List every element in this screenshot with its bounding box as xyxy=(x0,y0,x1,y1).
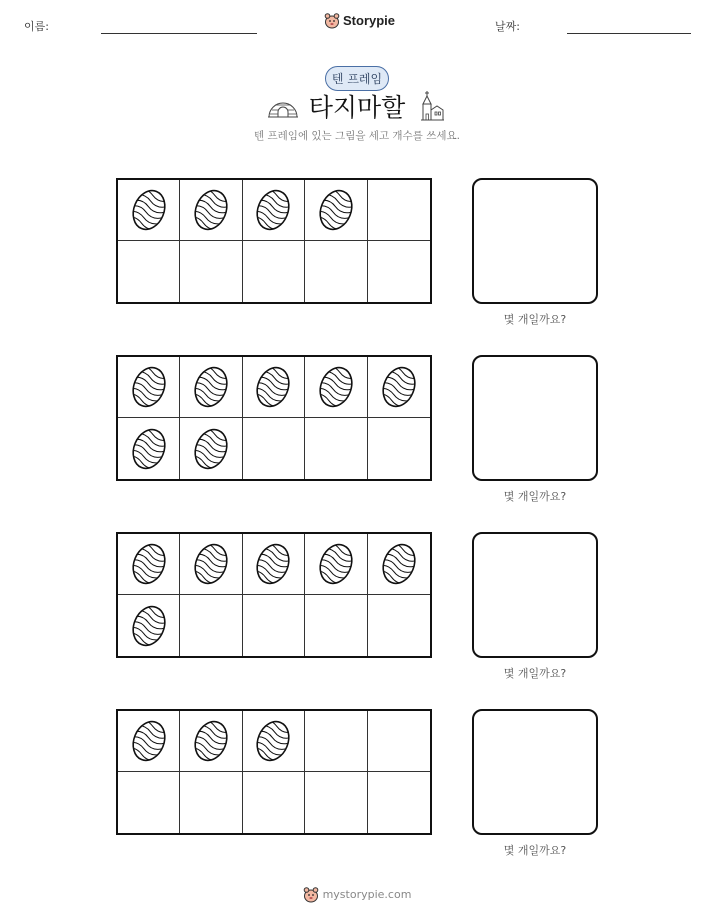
striped-egg-icon xyxy=(191,540,231,588)
striped-egg-icon xyxy=(191,717,231,765)
striped-egg-icon xyxy=(129,540,169,588)
question-1: 몇 개일까요? xyxy=(503,313,567,326)
ten-frame-cell xyxy=(118,772,180,833)
ten-frame-cell xyxy=(118,180,180,241)
storypie-mascot-icon xyxy=(303,886,319,903)
ten-frame-cell xyxy=(368,711,430,772)
striped-egg-icon xyxy=(253,186,293,234)
ten-frame-cell xyxy=(305,595,367,656)
ten-frame-cell xyxy=(118,595,180,656)
striped-egg-icon xyxy=(191,425,231,473)
ten-frame-cell xyxy=(243,180,305,241)
striped-egg-icon xyxy=(253,717,293,765)
ten-frame-cell xyxy=(243,772,305,833)
striped-egg-icon xyxy=(316,363,356,411)
ten-frame-cell xyxy=(305,418,367,479)
ten-frame-cell xyxy=(368,418,430,479)
storypie-mascot-icon xyxy=(324,12,340,29)
answer-box-1[interactable] xyxy=(472,178,598,304)
striped-egg-icon xyxy=(129,425,169,473)
ten-frame-cell xyxy=(243,595,305,656)
striped-egg-icon xyxy=(129,602,169,650)
answer-box-4[interactable] xyxy=(472,709,598,835)
question-2: 몇 개일까요? xyxy=(503,490,567,503)
ten-frame-cell xyxy=(243,418,305,479)
ten-frame-cell xyxy=(180,180,242,241)
ten-frame-cell xyxy=(305,534,367,595)
ten-frame-cell xyxy=(180,534,242,595)
ten-frame-cell xyxy=(118,241,180,302)
striped-egg-icon xyxy=(316,186,356,234)
ten-frame-cell xyxy=(305,772,367,833)
ten-frame-cell xyxy=(368,772,430,833)
striped-egg-icon xyxy=(379,363,419,411)
topic-badge: 텐 프레임 xyxy=(325,66,389,91)
ten-frame-cell xyxy=(305,241,367,302)
ten-frame-cell xyxy=(305,357,367,418)
ten-frame-cell xyxy=(243,357,305,418)
striped-egg-icon xyxy=(191,363,231,411)
ten-frame-cell xyxy=(243,711,305,772)
ten-frame-cell xyxy=(368,595,430,656)
ten-frame-cell xyxy=(305,180,367,241)
ten-frame-cell xyxy=(180,418,242,479)
striped-egg-icon xyxy=(191,186,231,234)
instructions: 텐 프레임에 있는 그림을 세고 개수를 쓰세요. xyxy=(254,130,460,142)
name-label: 이름: xyxy=(24,20,49,33)
ten-frame-cell xyxy=(180,241,242,302)
striped-egg-icon xyxy=(316,540,356,588)
striped-egg-icon xyxy=(253,540,293,588)
answer-box-2[interactable] xyxy=(472,355,598,481)
striped-egg-icon xyxy=(129,363,169,411)
ten-frame-cell xyxy=(305,711,367,772)
answer-box-3[interactable] xyxy=(472,532,598,658)
ten-frame-cell xyxy=(118,357,180,418)
date-label: 날짜: xyxy=(495,20,520,33)
ten-frame-cell xyxy=(180,772,242,833)
church-icon xyxy=(419,90,445,122)
ten-frame-cell xyxy=(368,534,430,595)
footer xyxy=(0,886,714,903)
brand-logo xyxy=(324,12,395,29)
ten-frame-cell xyxy=(368,241,430,302)
question-3: 몇 개일까요? xyxy=(503,667,567,680)
ten-frame-2 xyxy=(116,355,432,481)
ten-frame-cell xyxy=(368,357,430,418)
name-line[interactable] xyxy=(101,33,257,34)
striped-egg-icon xyxy=(129,717,169,765)
striped-egg-icon xyxy=(379,540,419,588)
ten-frame-cell xyxy=(118,711,180,772)
footer-url: mystorypie.com xyxy=(322,888,412,901)
ten-frame-cell xyxy=(118,418,180,479)
ten-frame-cell xyxy=(243,534,305,595)
ten-frame-cell xyxy=(368,180,430,241)
date-line[interactable] xyxy=(567,33,691,34)
ten-frame-3 xyxy=(116,532,432,658)
striped-egg-icon xyxy=(129,186,169,234)
question-4: 몇 개일까요? xyxy=(503,844,567,857)
page-title: 타지마할 xyxy=(308,93,406,122)
striped-egg-icon xyxy=(253,363,293,411)
brand-name: Storypie xyxy=(343,13,396,28)
ten-frame-cell xyxy=(180,357,242,418)
ten-frame-cell xyxy=(118,534,180,595)
ten-frame-cell xyxy=(243,241,305,302)
ten-frame-4 xyxy=(116,709,432,835)
ten-frame-cell xyxy=(180,711,242,772)
ten-frame-cell xyxy=(180,595,242,656)
ten-frame-1 xyxy=(116,178,432,304)
